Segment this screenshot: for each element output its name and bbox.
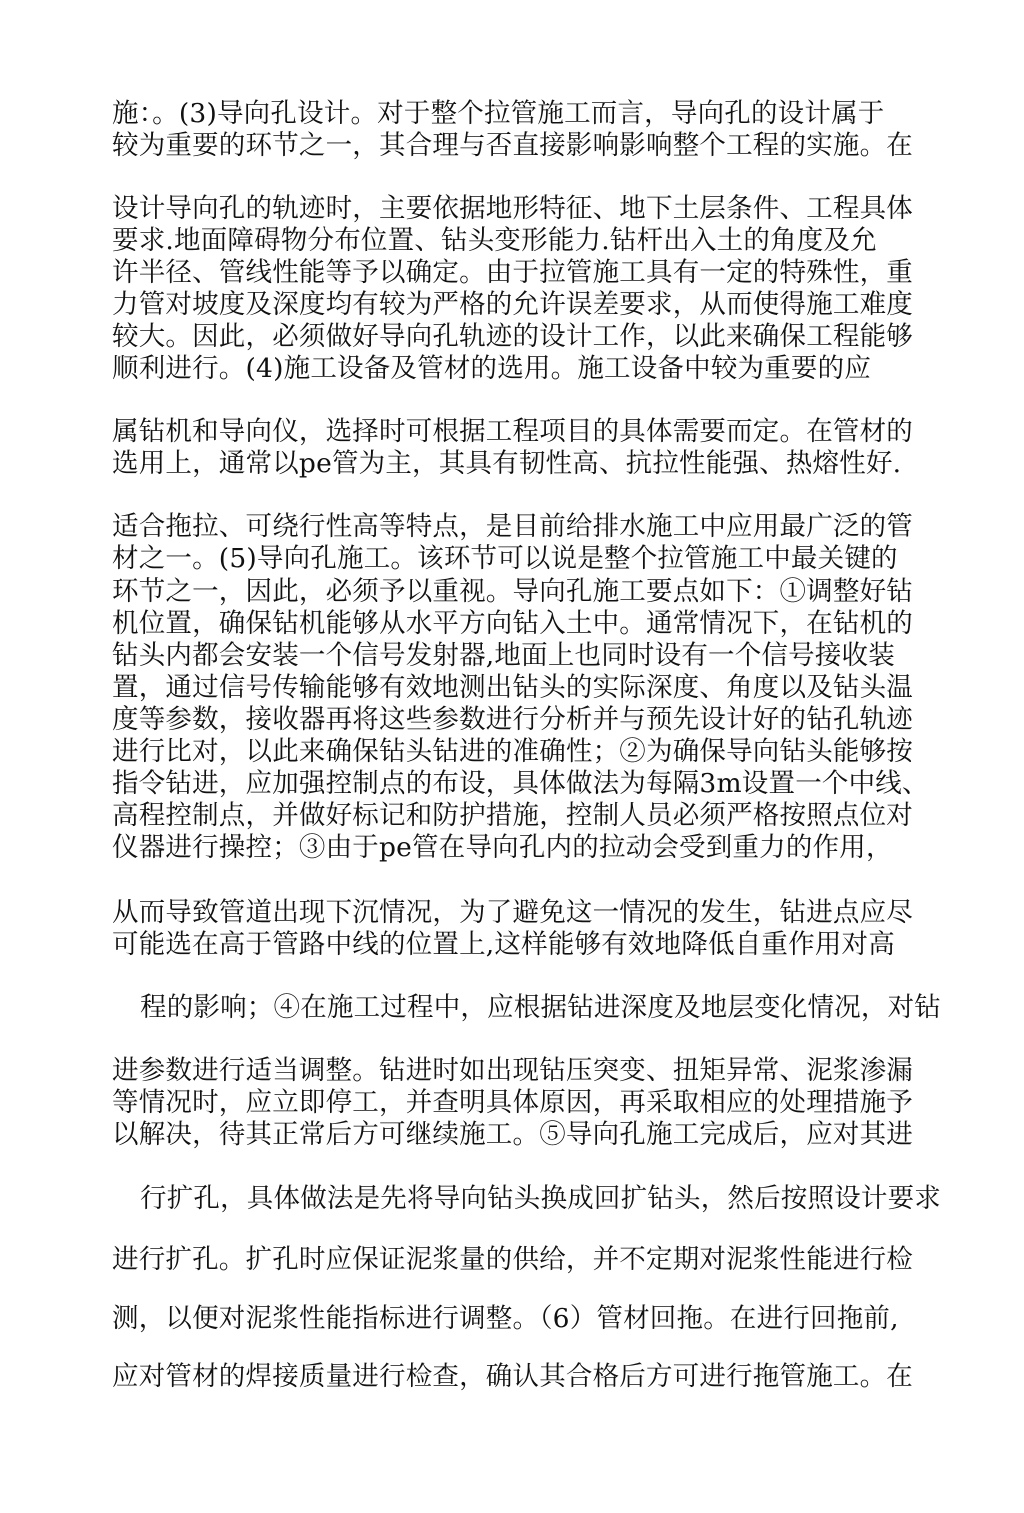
text-line: 要求.地面障碍物分布位置、钻头变形能力.钻杆出入土的角度及允 xyxy=(112,225,877,256)
text-line: 较为重要的环节之一，其合理与否直接影响影响整个工程的实施。在 xyxy=(112,130,913,161)
text-line: 以解决，待其正常后方可继续施工。⑤导向孔施工完成后，应对其进 xyxy=(112,1119,913,1150)
text-line: 从而导致管道出现下沉情况，为了避免这一情况的发生，钻进点应尽 xyxy=(112,897,913,928)
text-line: 材之一。(5)导向孔施工。该环节可以说是整个拉管施工中最关键的 xyxy=(112,543,898,574)
text-line: 施：。(3)导向孔设计。对于整个拉管施工而言，导向孔的设计属于 xyxy=(112,98,885,129)
text-line: 等情况时，应立即停工，并查明具体原因，再采取相应的处理措施予 xyxy=(112,1087,913,1118)
text-line: 进参数进行适当调整。钻进时如出现钻压突变、扭矩异常、泥浆渗漏 xyxy=(112,1055,913,1086)
text-line: 度等参数，接收器再将这些参数进行分析并与预先设计好的钻孔轨迹 xyxy=(112,704,913,735)
text-line: 选用上，通常以pe管为主，其具有韧性高、抗拉性能强、热熔性好. xyxy=(112,448,902,479)
text-line: 适合拖拉、可绕行性高等特点，是目前给排水施工中应用最广泛的管 xyxy=(112,511,913,542)
text-line: 设计导向孔的轨迹时，主要依据地形特征、地下土层条件、工程具体 xyxy=(112,193,913,224)
text-line: 可能选在高于管路中线的位置上,这样能够有效地降低自重作用对高 xyxy=(112,929,895,960)
text-line: 应对管材的焊接质量进行检查，确认其合格后方可进行拖管施工。在 xyxy=(112,1361,913,1392)
text-line: 测，以便对泥浆性能指标进行调整。（6）管材回拖。在进行回拖前, xyxy=(112,1303,899,1334)
text-line: 指令钻进，应加强控制点的布设，具体做法为每隔3m设置一个中线、 xyxy=(112,768,929,799)
text-line: 钻头内都会安装一个信号发射器,地面上也同时设有一个信号接收装 xyxy=(112,640,895,671)
text-line: 行扩孔，具体做法是先将导向钻头换成回扩钻头，然后按照设计要求 xyxy=(140,1183,941,1214)
text-line: 属钻机和导向仪，选择时可根据工程项目的具体需要而定。在管材的 xyxy=(112,416,913,447)
text-line: 环节之一，因此，必须予以重视。导向孔施工要点如下：①调整好钻 xyxy=(112,576,913,607)
text-line: 力管对坡度及深度均有较为严格的允许误差要求，从而使得施工难度 xyxy=(112,289,913,320)
text-line: 许半径、管线性能等予以确定。由于拉管施工具有一定的特殊性，重 xyxy=(112,257,913,288)
text-line: 置，通过信号传输能够有效地测出钻头的实际深度、角度以及钻头温 xyxy=(112,672,913,703)
text-line: 顺利进行。(4)施工设备及管材的选用。施工设备中较为重要的应 xyxy=(112,353,872,384)
text-line: 高程控制点，并做好标记和防护措施，控制人员必须严格按照点位对 xyxy=(112,800,913,831)
text-line: 进行扩孔。扩孔时应保证泥浆量的供给，并不定期对泥浆性能进行检 xyxy=(112,1244,913,1275)
text-line: 机位置，确保钻机能够从水平方向钻入土中。通常情况下，在钻机的 xyxy=(112,608,913,639)
text-line: 进行比对，以此来确保钻头钻进的准确性；②为确保导向钻头能够按 xyxy=(112,736,913,767)
text-line: 程的影响；④在施工过程中，应根据钻进深度及地层变化情况，对钻 xyxy=(140,992,941,1023)
text-line: 仪器进行操控；③由于pe管在导向孔内的拉动会受到重力的作用， xyxy=(112,832,893,863)
text-line: 较大。因此，必须做好导向孔轨迹的设计工作，以此来确保工程能够 xyxy=(112,321,913,352)
